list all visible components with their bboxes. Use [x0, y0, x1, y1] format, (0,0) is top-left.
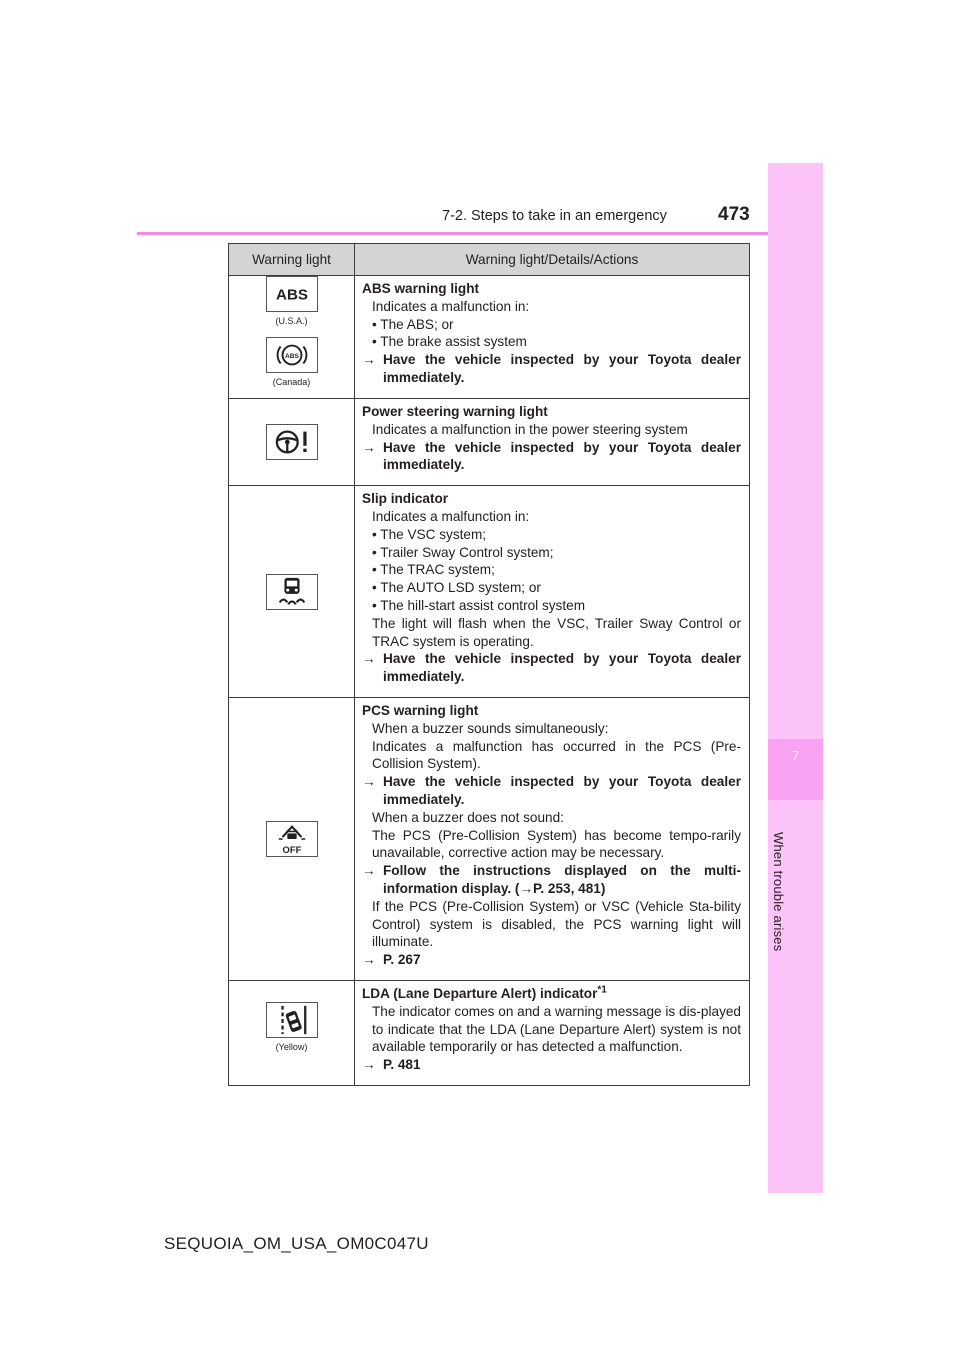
arrow-icon: → — [362, 774, 376, 790]
abs-circle-icon — [266, 337, 318, 373]
detail-text: Indicates a malfunction in: — [372, 508, 530, 524]
detail-text: Indicates a malfunction in the power steering system — [372, 421, 688, 437]
action-text: → Have the vehicle inspected by your Toyota dealer immediately. — [362, 651, 741, 685]
chapter-side-tab[interactable] — [768, 163, 823, 1193]
list-item: • The VSC system; — [362, 526, 741, 544]
arrow-icon: → — [362, 952, 376, 968]
table-row-power-steering — [229, 399, 750, 486]
icon-cell-lda — [229, 980, 355, 1085]
document-code: SEQUOIA_OM_USA_OM0C047U — [164, 1234, 429, 1253]
condition-text: When a buzzer does not sound: — [372, 809, 564, 825]
column-header-details: Warning light/Details/Actions — [355, 244, 750, 276]
details-cell-slip — [355, 486, 750, 698]
details-cell-pcs — [355, 697, 750, 980]
svg-text:ABS: ABS — [275, 286, 308, 304]
page-reference-link[interactable]: P. 267 — [383, 952, 421, 968]
icon-cell-pcs — [229, 697, 355, 980]
detail-text: If the PCS (Pre-Collision System) or VSC (Vehicle Sta-bility Control) system is disabled, the PCS warning light will illuminate. — [372, 898, 741, 950]
list-item: • The hill-start assist control system — [362, 597, 741, 615]
svg-text:OFF: OFF — [282, 845, 301, 856]
action-text: → Have the vehicle inspected by your Toyota dealer immediately. — [362, 352, 741, 385]
footnote-mark: *1 — [597, 984, 607, 996]
details-cell-power-steering — [355, 399, 750, 486]
detail-text: The indicator comes on and a warning message is dis-played to indicate that the LDA (Lane Departure Alert) system is not available temporarily or has detected a malfunction. — [372, 1003, 741, 1055]
arrow-icon: → — [362, 352, 376, 368]
table-row-lda — [229, 980, 750, 1085]
arrow-icon: → — [362, 439, 376, 455]
action-text — [362, 951, 741, 969]
pcs-off-icon — [266, 821, 318, 857]
chapter-title: When trouble arises — [771, 832, 786, 952]
warning-title: PCS warning light — [362, 702, 479, 718]
table-row-pcs — [229, 697, 750, 980]
page-reference-link[interactable]: P. 253, 481) — [533, 880, 606, 896]
section-title: 7-2. Steps to take in an emergency — [442, 208, 667, 224]
detail-text: Indicates a malfunction has occurred in the PCS (Pre-Collision System). — [372, 738, 741, 772]
table-row-abs — [229, 276, 750, 399]
icon-cell-power-steering — [229, 399, 355, 486]
arrow-icon: → — [362, 1057, 376, 1073]
icon-cell-slip — [229, 486, 355, 698]
svg-text:ABS: ABS — [284, 352, 299, 360]
detail-text: The light will flash when the VSC, Trailer Sway Control or TRAC system is operating. — [372, 615, 741, 649]
list-item: • The TRAC system; — [362, 561, 741, 579]
arrow-icon: → — [362, 651, 376, 667]
lane-departure-icon — [266, 1002, 318, 1038]
action-text: → Follow the instructions displayed on the multi-information display. (→P. 253, 481) — [362, 863, 741, 896]
abs-icon — [266, 276, 318, 312]
icon-caption-usa: (U.S.A.) — [275, 316, 308, 326]
warning-light-table — [228, 243, 750, 1086]
details-cell-lda — [355, 980, 750, 1085]
page-reference-link[interactable]: P. 481 — [383, 1057, 421, 1073]
list-item: • The AUTO LSD system; or — [362, 579, 741, 597]
list-item: • The brake assist system — [362, 333, 741, 351]
arrow-icon: → — [519, 880, 534, 896]
arrow-icon: → — [362, 863, 376, 879]
page-number: 473 — [718, 204, 750, 225]
chapter-number: 7 — [791, 748, 800, 763]
warning-title: Power steering warning light — [362, 404, 548, 419]
slip-indicator-icon — [266, 574, 318, 610]
details-cell-abs — [355, 276, 750, 399]
table-row-slip — [229, 486, 750, 698]
list-item: • Trailer Sway Control system; — [362, 544, 741, 562]
detail-text: The PCS (Pre-Collision System) has become tempo-rarily unavailable, corrective action may be necessary. — [372, 827, 741, 861]
detail-text: Indicates a malfunction in: — [372, 298, 530, 314]
icon-caption-yellow: (Yellow) — [275, 1042, 308, 1053]
condition-text: When a buzzer sounds simultaneously: — [372, 720, 609, 736]
icon-caption-canada: (Canada) — [272, 377, 311, 387]
warning-title: Slip indicator — [362, 491, 449, 507]
action-text: → Have the vehicle inspected by your Toyota dealer immediately. — [362, 439, 741, 473]
header-rule — [137, 232, 823, 235]
warning-title: LDA (Lane Departure Alert) indicator$^{*1}$ — [362, 984, 607, 1001]
table-header-row — [229, 244, 750, 276]
warning-title: ABS warning light — [362, 281, 480, 296]
list-item: • The ABS; or — [362, 316, 741, 334]
icon-cell-abs — [229, 276, 355, 399]
action-text: → Have the vehicle inspected by your Toyota dealer immediately. — [362, 774, 741, 807]
action-text — [362, 1056, 741, 1074]
power-steering-icon — [266, 424, 318, 460]
column-header-warning-light: Warning light — [229, 244, 355, 276]
